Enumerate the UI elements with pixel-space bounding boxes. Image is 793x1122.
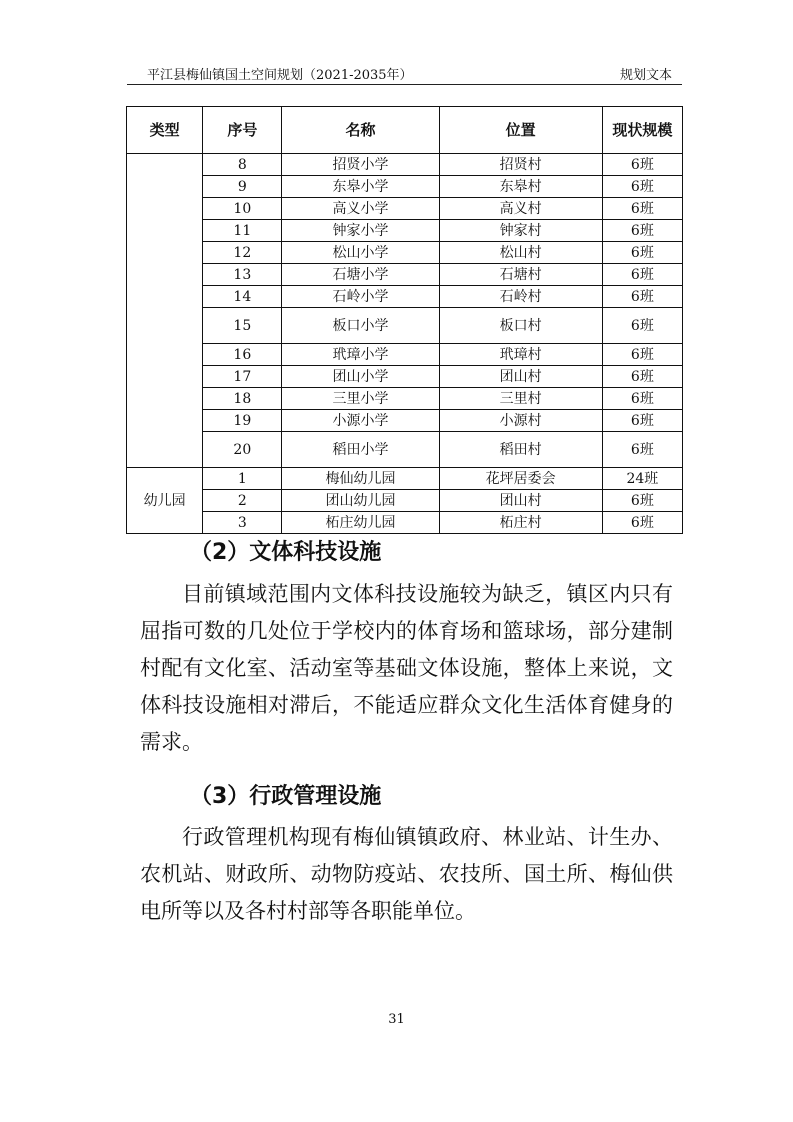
row-number: 17 [203, 366, 282, 388]
row-name: 小源小学 [282, 410, 439, 432]
row-location: 石岭村 [439, 286, 602, 308]
row-scale: 6班 [602, 220, 682, 242]
row-location: 小源村 [439, 410, 602, 432]
type-cell-primary [127, 154, 203, 468]
table-row [127, 198, 683, 220]
header-name: 名称 [282, 107, 439, 154]
row-name: 高义小学 [282, 198, 439, 220]
header-scale: 现状规模 [602, 107, 682, 154]
row-name: 柘庄幼儿园 [282, 512, 439, 534]
row-location: 东皋村 [439, 176, 602, 198]
table-row [127, 468, 683, 490]
row-name: 松山小学 [282, 242, 439, 264]
row-name: 板口小学 [282, 308, 439, 344]
table-row [127, 344, 683, 366]
row-number: 18 [203, 388, 282, 410]
row-scale: 6班 [602, 344, 682, 366]
table-row [127, 220, 683, 242]
row-number: 11 [203, 220, 282, 242]
table-row [127, 388, 683, 410]
row-number: 13 [203, 264, 282, 286]
row-name: 三里小学 [282, 388, 439, 410]
row-number: 10 [203, 198, 282, 220]
row-number: 2 [203, 490, 282, 512]
row-name: 钟家小学 [282, 220, 439, 242]
row-scale: 24班 [602, 468, 682, 490]
table-row [127, 366, 683, 388]
row-location: 玳璋村 [439, 344, 602, 366]
row-location: 柘庄村 [439, 512, 602, 534]
row-location: 松山村 [439, 242, 602, 264]
row-location: 钟家村 [439, 220, 602, 242]
row-location: 高义村 [439, 198, 602, 220]
row-number: 12 [203, 242, 282, 264]
row-scale: 6班 [602, 264, 682, 286]
row-number: 15 [203, 308, 282, 344]
table-row [127, 490, 683, 512]
table-row [127, 242, 683, 264]
row-number: 19 [203, 410, 282, 432]
row-name: 东皋小学 [282, 176, 439, 198]
row-location: 团山村 [439, 490, 602, 512]
row-location: 稻田村 [439, 432, 602, 468]
row-location: 三里村 [439, 388, 602, 410]
table-row [127, 176, 683, 198]
row-number: 14 [203, 286, 282, 308]
row-number: 9 [203, 176, 282, 198]
page-header [127, 60, 682, 85]
row-name: 团山小学 [282, 366, 439, 388]
header-number: 序号 [203, 107, 282, 154]
table-row [127, 512, 683, 534]
document-title: 平江县梅仙镇国土空间规划（2021-2035年） [147, 68, 413, 83]
section-heading-culture: （2）文体科技设施 [190, 540, 382, 565]
row-name: 招贤小学 [282, 154, 439, 176]
row-location: 招贤村 [439, 154, 602, 176]
row-location: 花坪居委会 [439, 468, 602, 490]
row-scale: 6班 [602, 512, 682, 534]
row-location: 板口村 [439, 308, 602, 344]
row-name: 玳璋小学 [282, 344, 439, 366]
table-row [127, 286, 683, 308]
row-name: 石塘小学 [282, 264, 439, 286]
row-scale: 6班 [602, 242, 682, 264]
row-scale: 6班 [602, 308, 682, 344]
row-name: 石岭小学 [282, 286, 439, 308]
page-number: 31 [388, 1012, 405, 1027]
row-number: 1 [203, 468, 282, 490]
type-cell-kindergarten: 幼儿园 [127, 468, 203, 534]
table-row [127, 432, 683, 468]
row-number: 16 [203, 344, 282, 366]
row-scale: 6班 [602, 490, 682, 512]
row-name: 梅仙幼儿园 [282, 468, 439, 490]
row-name: 稻田小学 [282, 432, 439, 468]
header-type: 类型 [127, 107, 203, 154]
row-scale: 6班 [602, 410, 682, 432]
education-facilities-table [126, 106, 683, 534]
table-row [127, 308, 683, 344]
table-row [127, 154, 683, 176]
table-header-row [127, 107, 683, 154]
row-name: 团山幼儿园 [282, 490, 439, 512]
row-scale: 6班 [602, 176, 682, 198]
header-location: 位置 [439, 107, 602, 154]
section-paragraph-admin: 行政管理机构现有梅仙镇镇政府、林业站、计生办、农机站、财政所、动物防疫站、农技所、国土所、梅仙供电所等以及各村村部等各职能单位。 [140, 825, 673, 923]
row-scale: 6班 [602, 366, 682, 388]
row-scale: 6班 [602, 432, 682, 468]
row-scale: 6班 [602, 388, 682, 410]
row-scale: 6班 [602, 154, 682, 176]
row-location: 团山村 [439, 366, 602, 388]
document-type: 规划文本 [619, 68, 672, 83]
row-number: 3 [203, 512, 282, 534]
row-number: 20 [203, 432, 282, 468]
table-row [127, 410, 683, 432]
row-scale: 6班 [602, 198, 682, 220]
table-row [127, 264, 683, 286]
row-location: 石塘村 [439, 264, 602, 286]
row-scale: 6班 [602, 286, 682, 308]
section-paragraph-culture: 目前镇域范围内文体科技设施较为缺乏，镇区内只有屈指可数的几处位于学校内的体育场和篮球场，部分建制村配有文化室、活动室等基础文体设施，整体上来说，文体科技设施相对滞后，不能适应群众文化生活体育健身的需求。 [140, 582, 673, 754]
row-number: 8 [203, 154, 282, 176]
section-heading-admin: （3）行政管理设施 [190, 784, 382, 809]
